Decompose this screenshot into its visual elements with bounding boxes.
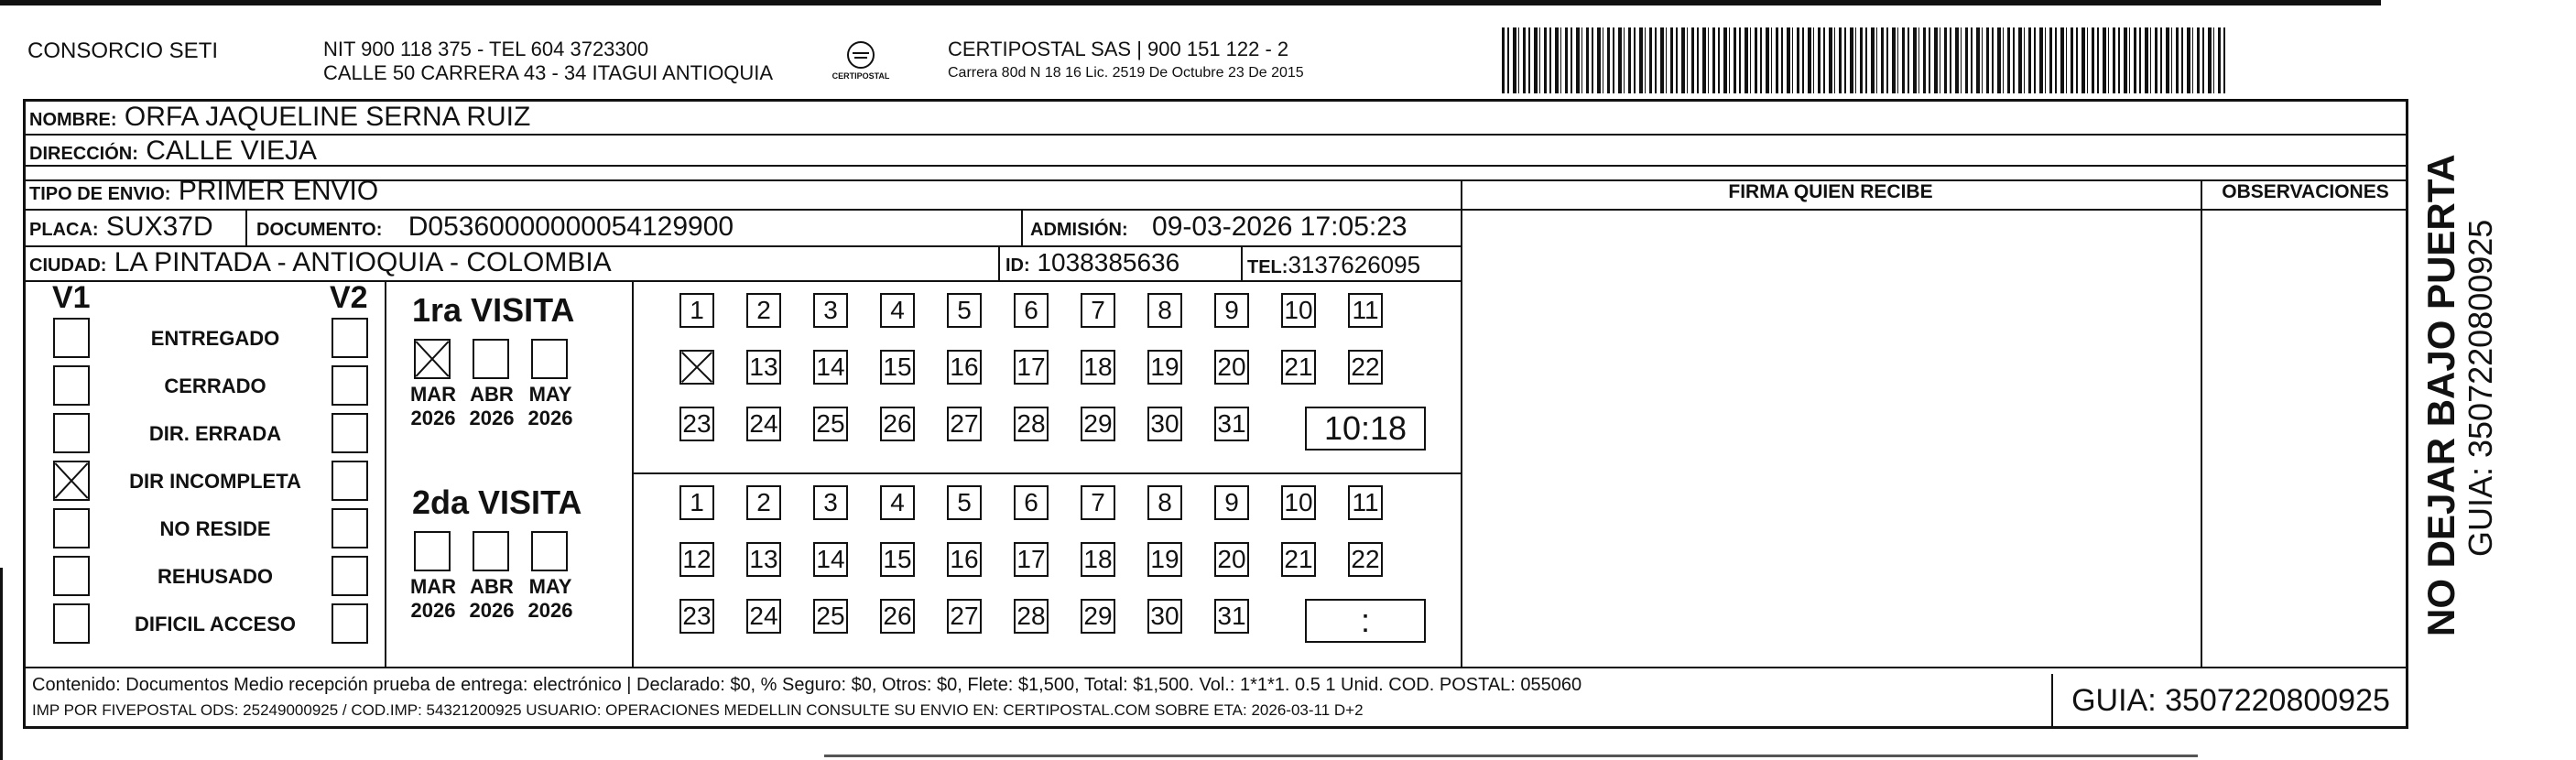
- carrier-line: CERTIPOSTAL SAS | 900 151 122 - 2: [948, 38, 1289, 60]
- doc-label: DOCUMENTO:: [256, 220, 383, 240]
- day-box-second[interactable]: 26: [880, 599, 915, 634]
- month-checkbox-first[interactable]: [531, 339, 568, 379]
- day-box-first[interactable]: 2: [746, 293, 781, 328]
- day-box-second[interactable]: 21: [1281, 542, 1316, 577]
- v2-checkbox[interactable]: [332, 556, 368, 596]
- month-year-first: 2026: [527, 407, 573, 429]
- day-box-first[interactable]: 14: [813, 350, 848, 385]
- recipient-name: ORFA JAQUELINE SERNA RUIZ: [124, 102, 531, 132]
- day-box-first[interactable]: 26: [880, 407, 915, 441]
- status-reason-label: DIR. ERRADA: [148, 422, 282, 445]
- day-box-first[interactable]: 11: [1348, 293, 1383, 328]
- v2-checkbox[interactable]: [332, 413, 368, 453]
- plate-value: SUX37D: [105, 212, 213, 242]
- left-edge: [0, 568, 3, 760]
- day-box-second[interactable]: 13: [746, 542, 781, 577]
- guia-box-text: GUIA: 3507220800925: [2071, 683, 2390, 718]
- day-box-second[interactable]: 16: [947, 542, 982, 577]
- tel-label: TEL:: [1247, 257, 1288, 277]
- month-checkbox-second[interactable]: [531, 531, 568, 571]
- certipostal-logo: [829, 38, 893, 90]
- day-box-second[interactable]: 22: [1348, 542, 1383, 577]
- v2-label: V2: [330, 280, 368, 315]
- status-reason-label: DIR INCOMPLETA: [129, 470, 301, 493]
- day-box-first[interactable]: 3: [813, 293, 848, 328]
- shipment-type: PRIMER ENVIO: [178, 176, 379, 206]
- first-visit-title: 1ra VISITA: [412, 291, 575, 329]
- day-box-first[interactable]: 30: [1147, 407, 1182, 441]
- nit-line: NIT 900 118 375 - TEL 604 3723300: [323, 38, 649, 60]
- day-box-second[interactable]: 2: [746, 485, 781, 520]
- day-box-first[interactable]: 31: [1214, 407, 1249, 441]
- day-box-first[interactable]: 25: [813, 407, 848, 441]
- plate-label: PLACA:: [29, 220, 99, 240]
- v2-checkbox[interactable]: [332, 508, 368, 548]
- name-label: NOMBRE:: [29, 110, 117, 130]
- col-header-line: [1461, 209, 2408, 211]
- obs-divider: [2201, 179, 2202, 667]
- tel-divider: [1241, 245, 1243, 280]
- day-box-second[interactable]: 17: [1014, 542, 1049, 577]
- day-box-first[interactable]: 23: [679, 407, 714, 441]
- city-label: CIUDAD:: [29, 255, 107, 276]
- day-box-first[interactable]: 24: [746, 407, 781, 441]
- month-label-second: MAY: [528, 575, 572, 598]
- day-box-second[interactable]: 15: [880, 542, 915, 577]
- bottom-edge: [824, 755, 2198, 757]
- second-visit-title: 2da VISITA: [412, 483, 582, 521]
- v2-checkbox[interactable]: [332, 603, 368, 644]
- day-box-second[interactable]: 20: [1214, 542, 1249, 577]
- day-box-second[interactable]: 19: [1147, 542, 1182, 577]
- v2-checkbox[interactable]: [332, 365, 368, 406]
- visit-split: [632, 472, 1461, 474]
- v1-checkbox[interactable]: [53, 318, 90, 358]
- status-divider: [385, 280, 386, 667]
- day-box-first[interactable]: 20: [1214, 350, 1249, 385]
- status-reason-label: ENTREGADO: [150, 327, 280, 350]
- day-box-first[interactable]: 6: [1014, 293, 1049, 328]
- v1-checkbox[interactable]: [53, 556, 90, 596]
- month-label-first: MAY: [528, 383, 572, 406]
- city-value: LA PINTADA - ANTIOQUIA - COLOMBIA: [114, 247, 612, 277]
- day-box-first[interactable]: 5: [947, 293, 982, 328]
- day-box-second[interactable]: 18: [1081, 542, 1115, 577]
- recipient-address: CALLE VIEJA: [146, 136, 317, 166]
- day-box-first[interactable]: 16: [947, 350, 982, 385]
- day-box-first[interactable]: [679, 350, 714, 385]
- day-box-second[interactable]: 28: [1014, 599, 1049, 634]
- side-warning: NO DEJAR BAJO PUERTA: [2419, 154, 2462, 636]
- tel-value: 3137626095: [1288, 251, 1421, 278]
- day-box-second[interactable]: 10: [1281, 485, 1316, 520]
- day-box-second[interactable]: 14: [813, 542, 848, 577]
- id-row: [1005, 247, 1179, 281]
- row-line-2: [23, 165, 2408, 167]
- signature-header: FIRMA QUIEN RECIBE: [1728, 181, 1933, 202]
- day-box-second[interactable]: 23: [679, 599, 714, 634]
- day-box-second[interactable]: 7: [1081, 485, 1115, 520]
- day-box-second[interactable]: 8: [1147, 485, 1182, 520]
- day-box-first[interactable]: 1: [679, 293, 714, 328]
- day-box-first[interactable]: 18: [1081, 350, 1115, 385]
- day-box-second[interactable]: 1: [679, 485, 714, 520]
- month-checkbox-second[interactable]: [414, 531, 451, 571]
- day-box-second[interactable]: 29: [1081, 599, 1115, 634]
- v1-checkbox[interactable]: [53, 508, 90, 548]
- day-box-first[interactable]: 22: [1348, 350, 1383, 385]
- id-label: ID:: [1005, 255, 1030, 276]
- side-guia: GUIA: 3507220800925: [2462, 219, 2499, 557]
- v2-checkbox[interactable]: [332, 461, 368, 501]
- type-label: TIPO DE ENVIO:: [29, 184, 171, 204]
- status-reason-label: REHUSADO: [158, 565, 273, 588]
- tel-row: [1247, 249, 1420, 283]
- month-label-first: ABR: [470, 383, 514, 406]
- day-box-first[interactable]: 4: [880, 293, 915, 328]
- day-box-second[interactable]: 27: [947, 599, 982, 634]
- day-box-second[interactable]: 9: [1214, 485, 1249, 520]
- day-box-first[interactable]: 9: [1214, 293, 1249, 328]
- license-line: Carrera 80d N 18 16 Lic. 2519 De Octubre 23 De 2015: [948, 65, 1304, 81]
- time-box-first[interactable]: 10:18: [1305, 407, 1426, 451]
- status-reason-label: NO RESIDE: [159, 517, 271, 540]
- name-row: [29, 102, 530, 136]
- day-box-first[interactable]: 17: [1014, 350, 1049, 385]
- day-box-second[interactable]: 12: [679, 542, 714, 577]
- day-box-first[interactable]: 19: [1147, 350, 1182, 385]
- day-box-first[interactable]: 13: [746, 350, 781, 385]
- day-box-first[interactable]: 29: [1081, 407, 1115, 441]
- day-box-first[interactable]: 21: [1281, 350, 1316, 385]
- day-box-second[interactable]: 24: [746, 599, 781, 634]
- month-label-second: ABR: [470, 575, 514, 598]
- month-label-second: MAR: [409, 575, 457, 598]
- admission-row: [1030, 212, 1408, 245]
- sig-divider: [1461, 179, 1462, 667]
- day-box-first[interactable]: 27: [947, 407, 982, 441]
- day-box-second[interactable]: 11: [1348, 485, 1383, 520]
- day-box-second[interactable]: 6: [1014, 485, 1049, 520]
- month-checkbox-first[interactable]: [473, 339, 509, 379]
- day-box-second[interactable]: 31: [1214, 599, 1249, 634]
- day-box-first[interactable]: 15: [880, 350, 915, 385]
- month-label-first: MAR: [409, 383, 457, 406]
- footer-print-info: IMP POR FIVEPOSTAL ODS: 25249000925 / COD.IMP: 54321200925 USUARIO: OPERACIONES MEDELLIN CONSULTE SU ENVIO EN: CERTIPOSTAL.COM SOBRE ETA: 2026-03-11 D+2: [32, 701, 1364, 719]
- time-box-second[interactable]: :: [1305, 599, 1426, 643]
- status-reason-label: DIFICIL ACCESO: [134, 613, 296, 635]
- day-box-first[interactable]: 8: [1147, 293, 1182, 328]
- barcode: [1502, 27, 2225, 93]
- day-box-first[interactable]: 28: [1014, 407, 1049, 441]
- day-box-first[interactable]: 7: [1081, 293, 1115, 328]
- month-year-second: 2026: [469, 599, 515, 622]
- v1-checkbox[interactable]: [53, 461, 90, 501]
- month-year-first: 2026: [469, 407, 515, 429]
- plate-row: [29, 212, 213, 245]
- doc-value: D05360000000054129900: [408, 212, 734, 242]
- city-row: [29, 247, 612, 281]
- month-year-second: 2026: [527, 599, 573, 622]
- day-box-second[interactable]: 30: [1147, 599, 1182, 634]
- admission-label: ADMISIÓN:: [1030, 220, 1128, 240]
- type-row: [29, 176, 378, 210]
- company-name: CONSORCIO SETI: [27, 38, 219, 63]
- doc-row: [256, 212, 734, 245]
- admission-value: 09-03-2026 17:05:23: [1152, 212, 1408, 242]
- address-line: CALLE 50 CARRERA 43 - 34 ITAGUI ANTIOQUIA: [323, 61, 774, 84]
- month-checkbox-second[interactable]: [473, 531, 509, 571]
- month-year-first: 2026: [410, 407, 456, 429]
- month-year-second: 2026: [410, 599, 456, 622]
- v1-checkbox[interactable]: [53, 413, 90, 453]
- day-box-second[interactable]: 3: [813, 485, 848, 520]
- month-checkbox-first[interactable]: [414, 339, 451, 379]
- v2-checkbox[interactable]: [332, 318, 368, 358]
- plate-divider: [245, 209, 247, 245]
- day-box-second[interactable]: 25: [813, 599, 848, 634]
- address-row: [29, 136, 317, 169]
- v1-checkbox[interactable]: [53, 365, 90, 406]
- status-reason-label: CERRADO: [164, 375, 266, 397]
- id-value: 1038385636: [1037, 248, 1180, 277]
- logo-text: CERTIPOSTAL: [831, 71, 890, 81]
- adm-divider: [1021, 209, 1023, 245]
- day-box-second[interactable]: 5: [947, 485, 982, 520]
- guia-box: [2051, 674, 2408, 729]
- observations-header: OBSERVACIONES: [2222, 181, 2389, 202]
- v1-checkbox[interactable]: [53, 603, 90, 644]
- top-edge: [0, 0, 2381, 5]
- id-divider: [998, 245, 1000, 280]
- footer-line: [23, 667, 2408, 668]
- day-box-first[interactable]: 10: [1281, 293, 1316, 328]
- day-box-second[interactable]: 4: [880, 485, 915, 520]
- footer-contents: Contenido: Documentos Medio recepción prueba de entrega: electrónico | Declarado: $0, % Seguro: $0, Otros: $0, Flete: $1,500, Total: $1,500. Vol.: 1*1*1. 0.5 1 Unid. COD. POSTAL: 055060: [32, 675, 1582, 695]
- v1-label: V1: [52, 280, 91, 315]
- address-label: DIRECCIÓN:: [29, 144, 138, 164]
